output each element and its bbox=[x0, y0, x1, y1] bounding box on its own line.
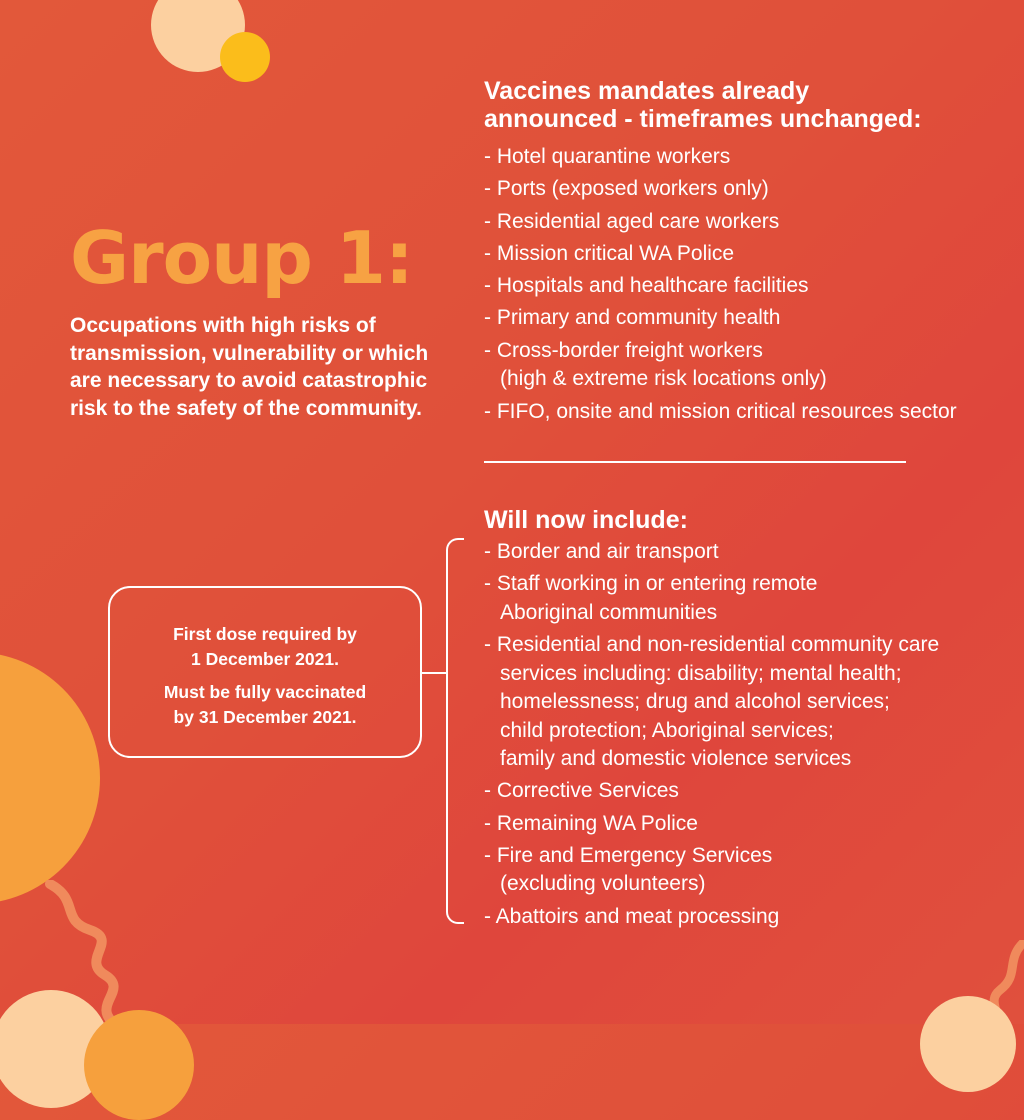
list-item-line: - Primary and community health bbox=[484, 306, 781, 330]
list-item-line: - Hospitals and healthcare facilities bbox=[484, 274, 809, 298]
list-item bbox=[484, 570, 939, 627]
full-vax-text-1: Must be fully vaccinated bbox=[163, 682, 367, 702]
full-vaccination-deadline bbox=[110, 680, 420, 730]
new-inclusions-heading: Will now include: bbox=[484, 506, 688, 534]
list-item bbox=[484, 240, 957, 269]
list-item-line: - Remaining WA Police bbox=[484, 811, 698, 835]
list-item bbox=[484, 143, 957, 172]
list-item-line: (excluding volunteers) bbox=[500, 872, 706, 896]
connector-line bbox=[422, 672, 446, 674]
list-item bbox=[484, 538, 939, 567]
list-item bbox=[484, 337, 957, 394]
list-item-line: - Corrective Services bbox=[484, 779, 679, 803]
list-item-line: - FIFO, onsite and mission critical resources sector bbox=[484, 399, 957, 423]
list-item-line: services including: disability; mental health; bbox=[500, 661, 902, 685]
first-dose-text-1: First dose required by bbox=[173, 624, 357, 644]
existing-mandates-list bbox=[484, 143, 957, 430]
new-inclusions-list bbox=[484, 538, 939, 935]
bracket bbox=[446, 538, 464, 924]
list-item-line: - Ports (exposed workers only) bbox=[484, 177, 769, 201]
list-item bbox=[484, 304, 957, 333]
orange-circle-bottom-left bbox=[84, 1010, 194, 1120]
full-vax-text-2: by 31 December 2021. bbox=[173, 707, 357, 727]
list-item-line: (high & extreme risk locations only) bbox=[500, 367, 827, 391]
orange-circle-left bbox=[0, 652, 100, 904]
peach-circle-bottom-right bbox=[920, 996, 1016, 1092]
list-item-line: Aboriginal communities bbox=[500, 600, 718, 624]
list-item-line: family and domestic violence services bbox=[500, 747, 852, 771]
group-title: Group 1: bbox=[70, 216, 413, 300]
list-item bbox=[484, 903, 939, 932]
list-item bbox=[484, 272, 957, 301]
list-item-line: homelessness; drug and alcohol services; bbox=[500, 690, 890, 714]
first-dose-text-2: 1 December 2021. bbox=[191, 649, 339, 669]
existing-mandates-heading bbox=[484, 77, 922, 133]
section-divider bbox=[484, 461, 906, 463]
list-item bbox=[484, 398, 957, 427]
list-item bbox=[484, 175, 957, 204]
list-item-line: - Hotel quarantine workers bbox=[484, 145, 731, 168]
first-dose-deadline bbox=[110, 622, 420, 672]
list-item-line: - Residential and non-residential community care bbox=[484, 633, 940, 657]
list-item bbox=[484, 631, 939, 774]
list-item-line: - Border and air transport bbox=[484, 540, 719, 563]
list-item-line: - Mission critical WA Police bbox=[484, 241, 735, 265]
existing-heading-line-2: announced - timeframes unchanged: bbox=[484, 105, 922, 133]
existing-heading-line-1: Vaccines mandates already bbox=[484, 77, 810, 105]
list-item-line: - Abattoirs and meat processing bbox=[484, 904, 780, 928]
list-item-line: - Staff working in or entering remote bbox=[484, 572, 818, 596]
list-item bbox=[484, 842, 939, 899]
list-item-line: - Residential aged care workers bbox=[484, 209, 780, 233]
group-description: Occupations with high risks of transmission, vulnerability or which are necessary to avoid catastrophic risk to the safety of the community. bbox=[70, 314, 429, 420]
vaccination-deadline-box bbox=[108, 586, 422, 758]
list-item-line: - Cross-border freight workers bbox=[484, 338, 763, 362]
yellow-circle-top bbox=[220, 32, 270, 82]
list-item bbox=[484, 810, 939, 839]
list-item bbox=[484, 208, 957, 237]
list-item-line: child protection; Aboriginal services; bbox=[500, 718, 834, 742]
list-item-line: - Fire and Emergency Services bbox=[484, 843, 773, 867]
list-item bbox=[484, 777, 939, 806]
